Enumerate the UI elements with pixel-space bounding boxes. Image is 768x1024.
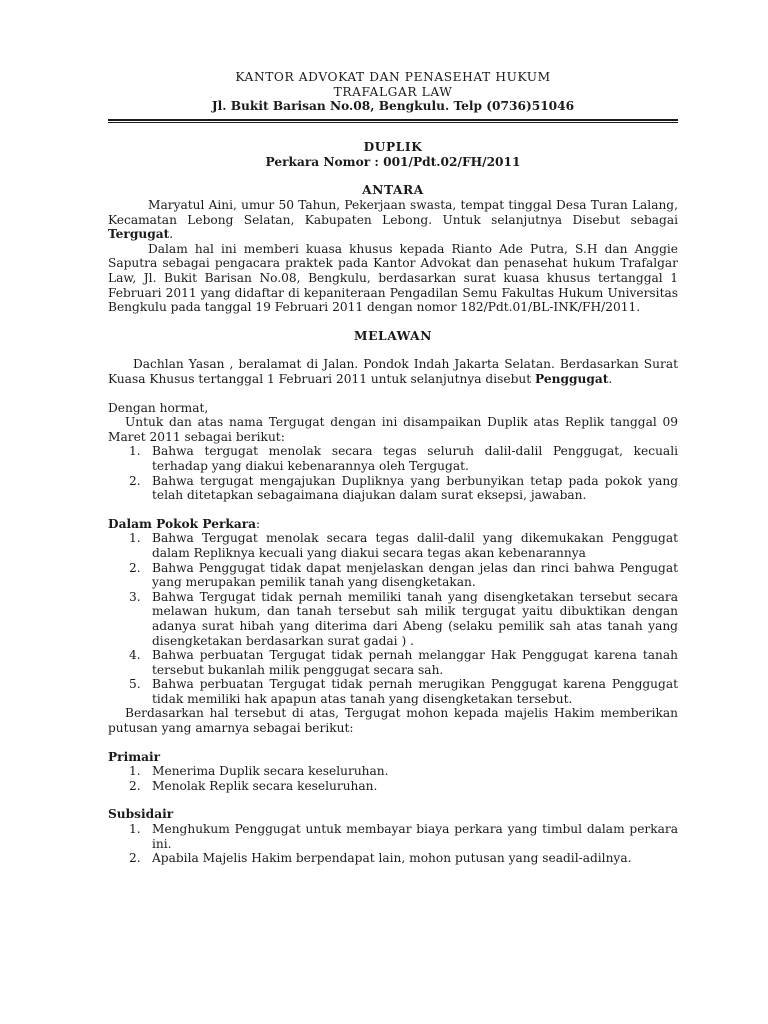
list-item: 2. Bahwa Penggugat tidak dapat menjelaskan dengan jelas dan rinci bahwa Pengugat yang merupakan pemilik tanah yang disengketakan. xyxy=(129,560,678,590)
greeting: Dengan hormat, xyxy=(108,400,209,415)
list-item: 1. Menghukum Penggugat untuk membayar biaya perkara yang timbul dalam perkara ini. xyxy=(129,822,678,851)
list-item: 1. Bahwa Tergugat menolak secara tegas dalil-dalil yang dikemukakan Penggugat dalam Repliknya kecuali yang diakui secara tegas akan kebenarannya xyxy=(129,531,678,560)
list-item: 1. Bahwa tergugat menolak secara tegas seluruh dalil-dalil Penggugat, kecuali terhadap yang diakui kebenarannya oleh Tergugat. xyxy=(129,444,678,473)
conclusion-paragraph: Berdasarkan hal tersebut di atas, Tergugat mohon kepada majelis Hakim memberikan putusan yang amarnya sebagai berikut: xyxy=(108,706,678,736)
defendant-paragraph: Maryatul Aini, umur 50 Tahun, Pekerjaan swasta, tempat tinggal Desa Turan Lalang, Kecamatan Lebong Selatan, Kabupaten Lebong. Untuk selanjutnya Disebut sebagai Tergugat. xyxy=(108,198,678,242)
defendant-term: Tergugat xyxy=(108,227,170,242)
list-item: 2. Apabila Majelis Hakim berpendapat lain, mohon putusan yang seadil-adilnya. xyxy=(129,851,632,866)
list-item: 1. Menerima Duplik secara keseluruhan. xyxy=(129,764,389,779)
subsidair-list xyxy=(108,822,678,866)
pokok-perkara-list xyxy=(108,531,678,706)
subsidair-heading: Subsidair xyxy=(108,807,174,822)
opening-list xyxy=(108,444,678,502)
list-item: 2. Bahwa tergugat mengajukan Dupliknya yang berbunyikan tetap pada pokok yang telah ditetapkan sebagaimana diajukan dalam surat eksepsi, jawaban. xyxy=(129,473,678,503)
antara-heading: ANTARA xyxy=(362,183,424,198)
primair-heading: Primair xyxy=(108,749,161,764)
plaintiff-text: Dachlan Yasan , beralamat di Jalan. Pondok Indah Jakarta Selatan. Berdasarkan Surat Kuasa Khusus tertanggal 1 Februari 2011 untuk selanjutnya disebut xyxy=(108,357,678,386)
pokok-perkara-heading: Dalam Pokok Perkara: xyxy=(108,516,261,531)
letterhead xyxy=(108,70,678,123)
document-body xyxy=(108,70,678,866)
plaintiff-term: Penggugat xyxy=(535,372,609,386)
power-of-attorney-paragraph: Dalam hal ini memberi kuasa khusus kepada Rianto Ade Putra, S.H dan Anggie Saputra sebagai pengacara praktek pada Kantor Advokat dan penasehat hukum Trafalgar Law, Jl. Bukit Barisan No.08, Bengkulu, berdasarkan surat kuasa khusus tertanggal 1 Februari 2011 yang didaftar di kepaniteraan Pengadilan Semu Fakultas Hukum Universitas Bengkulu pada tanggal 19 Februari 2011 dengan nomor 182/Pdt.01/BL-INK/FH/2011. xyxy=(108,241,678,315)
intro-paragraph: Untuk dan atas nama Tergugat dengan ini disampaikan Duplik atas Replik tanggal 09 Maret 2011 sebagai berikut: xyxy=(108,415,678,444)
firm-name: TRAFALGAR LAW xyxy=(333,84,453,99)
plaintiff-paragraph: Dachlan Yasan , beralamat di Jalan. Pondok Indah Jakarta Selatan. Berdasarkan Surat Kuasa Khusus tertanggal 1 Februari 2011 untuk selanjutnya disebut Penggugat. xyxy=(108,357,678,386)
list-item: 2. Menolak Replik secara keseluruhan. xyxy=(129,778,378,793)
defendant-text: Maryatul Aini, umur 50 Tahun, Pekerjaan swasta, tempat tinggal Desa Turan Lalang, Kecamatan Lebong Selatan, Kabupaten Lebong. Untuk selanjutnya Disebut sebagai xyxy=(108,198,678,227)
list-item: 5. Bahwa perbuatan Tergugat tidak pernah merugikan Penggugat karena Penggugat tidak memiliki hak apapun atas tanah yang disengketakan tersebut. xyxy=(129,677,678,706)
list-item: 3. Bahwa Tergugat tidak pernah memiliki tanah yang disengketakan tersebut secara melawan hukum, dan tanah tersebut sah milik tergugat yaitu dibuktikan dengan adanya surat hibah yang diterima dari Abeng (selaku pemilik sah atas tanah yang disengketakan berdasarkan surat gadai ) . xyxy=(129,589,678,648)
case-number: Perkara Nomor : 001/Pdt.02/FH/2011 xyxy=(265,154,521,169)
primair-list xyxy=(108,764,678,793)
office-line: KANTOR ADVOKAT DAN PENASEHAT HUKUM xyxy=(235,70,551,84)
melawan-heading: MELAWAN xyxy=(354,328,432,343)
firm-address: Jl. Bukit Barisan No.08, Bengkulu. Telp (0736)51046 xyxy=(211,99,575,114)
document-title: DUPLIK xyxy=(363,140,423,155)
list-item: 4. Bahwa perbuatan Tergugat tidak pernah melanggar Hak Penggugat karena tanah tersebut bukanlah milik penggugat secara sah. xyxy=(129,648,678,677)
